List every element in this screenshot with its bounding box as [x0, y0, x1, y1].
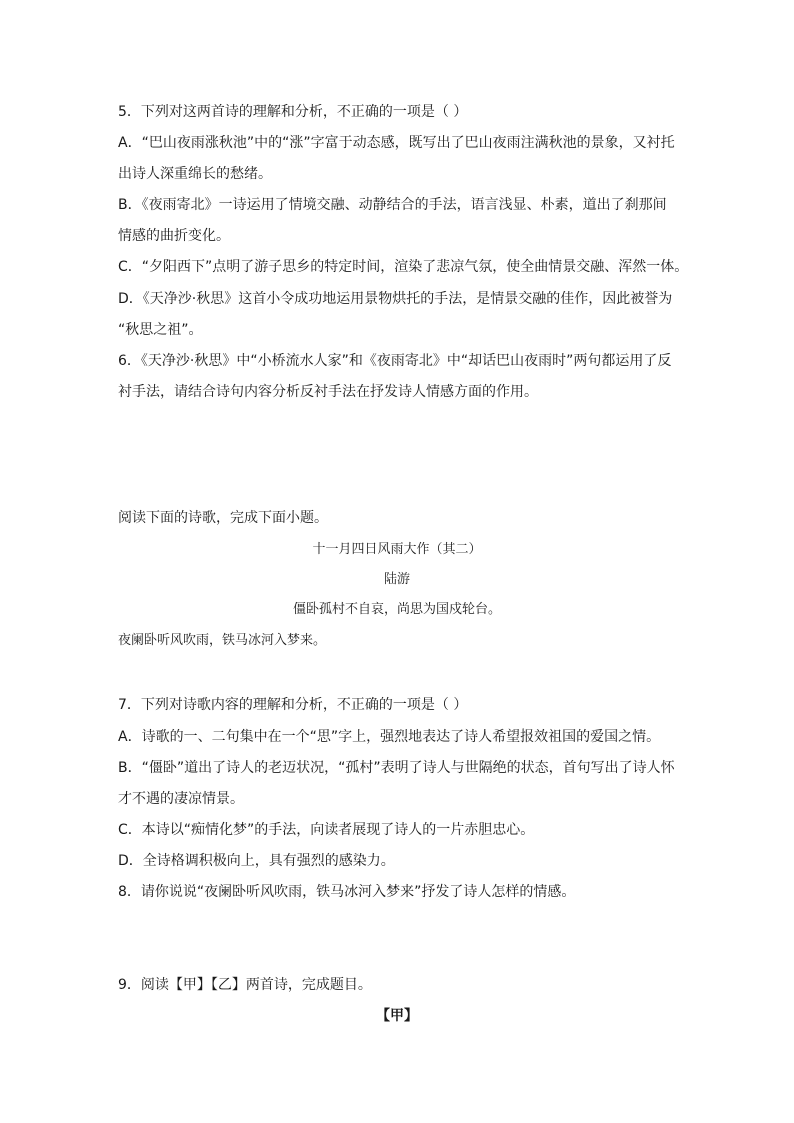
q6-line1: 6．《天净沙·秋思》中“小桥流水人家”和《夜雨寄北》中“却话巴山夜雨时”两句都运用了反: [118, 353, 672, 369]
q7-option-c: C．本诗以“痴情化梦”的手法，向读者展现了诗人的一片赤胆忠心。: [118, 822, 535, 838]
q5-option-d-line2: “秋思之祖”。: [118, 322, 203, 338]
q6-line2: 衬手法，请结合诗句内容分析反衬手法在抒发诗人情感方面的作用。: [118, 384, 538, 400]
q7-option-b-line1: B．“僵卧”道出了诗人的老迈状况，“孤村”表明了诗人与世隔绝的状态，首句写出了诗人怀: [118, 760, 675, 776]
poem-line1: 僵卧孤村不自哀，尚思为国戍轮台。: [292, 602, 501, 617]
q7-stem: 7．下列对诗歌内容的理解和分析，不正确的一项是（ ）: [118, 697, 468, 713]
q5-option-b-line2: 情感的曲折变化。: [118, 228, 230, 244]
q8-stem: 8．请你说说“夜阑卧听风吹雨，铁马冰河入梦来”抒发了诗人怎样的情感。: [118, 884, 576, 900]
q7-option-b-line2: 才不遇的凄凉情景。: [118, 791, 244, 807]
q7-option-d: D．全诗格调积极向上，具有强烈的感染力。: [118, 853, 395, 869]
reading-intro: 阅读下面的诗歌，完成下面小题。: [118, 510, 328, 526]
poem-title: 十一月四日风雨大作（其二）: [312, 542, 482, 557]
q9-jia-heading: 【甲】: [376, 1008, 418, 1024]
q5-option-c: C．“夕阳西下”点明了游子思乡的特定时间，渲染了悲凉气氛，使全曲情景交融、浑然一体。: [118, 259, 689, 275]
q5-option-d-line1: D．《天净沙·秋思》这首小令成功地运用景物烘托的手法，是情景交融的佳作，因此被誉为: [118, 291, 673, 307]
poem-author: 陆游: [383, 572, 410, 587]
q5-option-a-line1: A．“巴山夜雨涨秋池”中的“涨”字富于动态感，既写出了巴山夜雨注满秋池的景象，又衬托: [118, 135, 675, 151]
poem-line2: 夜阑卧听风吹雨，铁马冰河入梦来。: [118, 633, 327, 648]
q9-stem: 9．阅读【甲】【乙】两首诗，完成题目。: [118, 977, 372, 993]
q7-option-a: A．诗歌的一、二句集中在一个“思”字上，强烈地表达了诗人希望报效祖国的爱国之情。: [118, 729, 661, 745]
q5-option-a-line2: 出诗人深重绵长的愁绪。: [118, 166, 272, 182]
q5-option-b-line1: B．《夜雨寄北》一诗运用了情境交融、动静结合的手法，语言浅显、朴素，道出了刹那间: [118, 197, 667, 213]
q5-stem: 5．下列对这两首诗的理解和分析，不正确的一项是（ ）: [118, 104, 468, 120]
